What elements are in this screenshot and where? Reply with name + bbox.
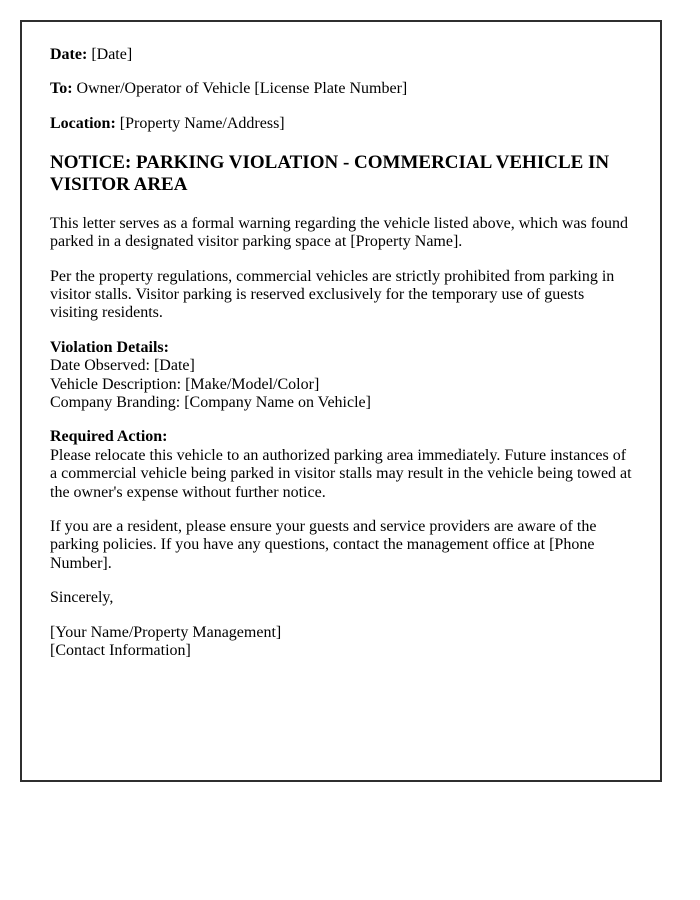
date-label: Date: (50, 46, 88, 63)
to-line (50, 80, 632, 98)
violation-details-section (50, 339, 632, 413)
date-line (50, 46, 632, 64)
notice-heading: NOTICE: PARKING VIOLATION - COMMERCIAL VEHICLE IN VISITOR AREA (50, 152, 610, 196)
signature-block (50, 624, 632, 661)
letter-document (20, 20, 662, 782)
regulations-paragraph: Per the property regulations, commercial vehicles are strictly prohibited from parking in visitor stalls. Visitor parking is reserved exclusively for the temporary use of guests visiting residents. (50, 267, 615, 322)
signature-contact-line: [Contact Information] (50, 641, 191, 659)
location-line (50, 115, 632, 133)
required-action-body: Please relocate this vehicle to an authorized parking area immediately. Future instances of a commercial vehicle being parked in visitor stalls may result in the vehicle being towed at the owner's expense without further notice. (50, 446, 632, 501)
required-action-section (50, 428, 632, 502)
to-value: Owner/Operator of Vehicle [License Plate Number] (76, 80, 408, 98)
violation-detail-date-observed: Date Observed: [Date] (50, 357, 195, 375)
to-label: To: (50, 80, 73, 98)
violation-detail-vehicle-description: Vehicle Description: [Make/Model/Color] (50, 375, 320, 393)
resident-paragraph: If you are a resident, please ensure your guests and service providers are aware of the parking policies. If you have any questions, contact the management office at [Phone Number]. (50, 517, 597, 572)
location-value: [Property Name/Address] (119, 114, 285, 132)
intro-paragraph: This letter serves as a formal warning regarding the vehicle listed above, which was found parked in a designated visitor parking space at [Property Name]. (50, 214, 629, 251)
violation-details-title: Violation Details: (50, 338, 169, 356)
date-value: [Date] (91, 46, 133, 63)
signature-name-line: [Your Name/Property Management] (50, 623, 282, 641)
location-label: Location: (50, 114, 116, 132)
closing-line: Sincerely, (50, 589, 114, 607)
required-action-title: Required Action: (50, 428, 168, 446)
violation-detail-company-branding: Company Branding: [Company Name on Vehicle] (50, 393, 371, 411)
